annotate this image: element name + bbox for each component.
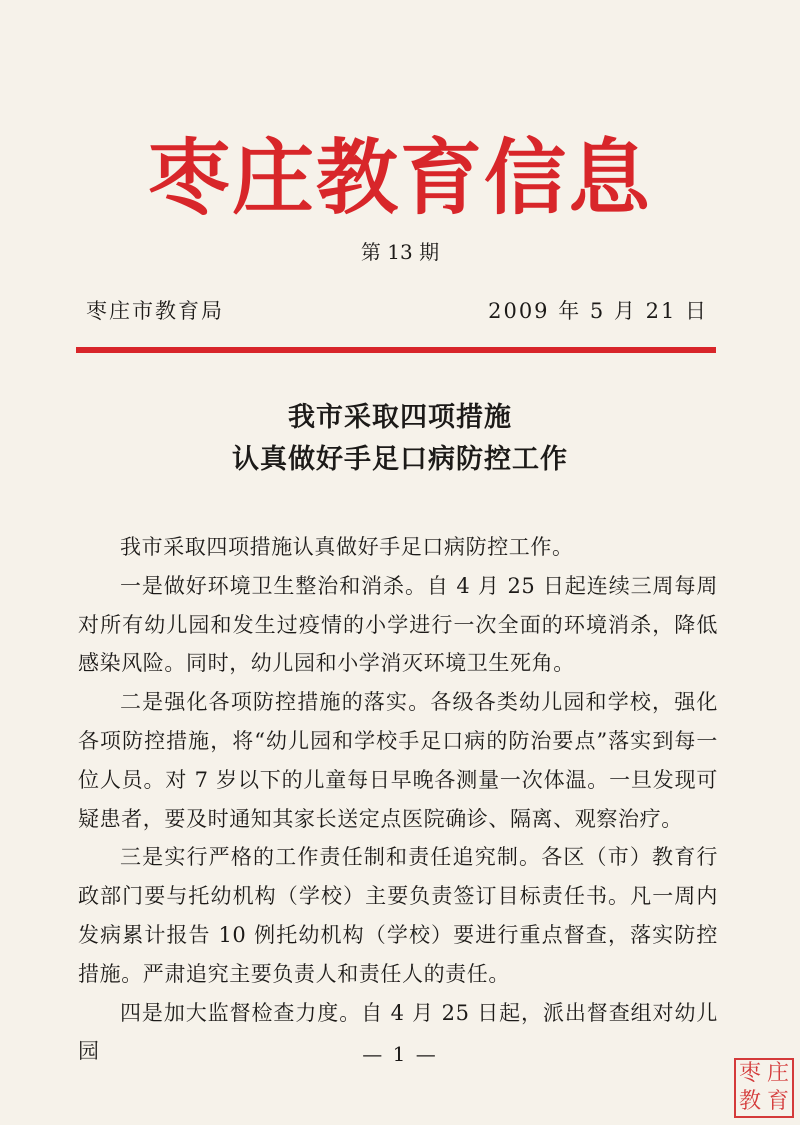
publish-date: 2009 年 5 月 21 日 bbox=[488, 299, 708, 323]
article-title-line-2: 认真做好手足口病防控工作 bbox=[232, 444, 568, 475]
article-body bbox=[78, 528, 718, 1071]
seal-char: 枣 bbox=[738, 1061, 761, 1086]
paragraph-intro: 我市采取四项措施认真做好手足口病防控工作。 bbox=[120, 535, 574, 559]
seal-char: 育 bbox=[766, 1089, 789, 1114]
header-divider bbox=[76, 347, 716, 353]
paragraph-measure-3: 三是实行严格的工作责任制和责任追究制。各区（市）教育行政部门要与托幼机构（学校）主要负责签订目标责任书。凡一周内发病累计报告 10 例托幼机构（学校）要进行重点督查，落实防控措施。严肃追究主要负责人和责任人的责任。 bbox=[78, 845, 718, 986]
paragraph-measure-1: 一是做好环境卫生整治和消杀。自 4 月 25 日起连续三周每周对所有幼儿园和发生过疫情的小学进行一次全面的环境消杀，降低感染风险。同时，幼儿园和小学消灭环境卫生死角。 bbox=[78, 573, 718, 676]
seal-char: 教 bbox=[738, 1089, 761, 1114]
masthead-title: 枣庄教育信息 bbox=[147, 130, 652, 226]
article-title-line-1: 我市采取四项措施 bbox=[288, 402, 512, 433]
paragraph-measure-2: 二是强化各项防控措施的落实。各级各类幼儿园和学校，强化各项防控措施，将“幼儿园和学校手足口病的防治要点”落实到每一位人员。对 7 岁以下的儿童每日早晚各测量一次体温。一旦发现可疑患者，要及时通知其家长送定点医院确诊、隔离、观察治疗。 bbox=[78, 690, 718, 831]
page-number: — 1 — bbox=[362, 1042, 438, 1066]
seal-char: 庄 bbox=[766, 1061, 789, 1086]
seal-stamp bbox=[734, 1058, 794, 1118]
publisher-name: 枣庄市教育局 bbox=[86, 299, 224, 323]
issue-number: 第 13 期 bbox=[360, 240, 440, 264]
paragraph-measure-4: 四是加大监督检查力度。自 4 月 25 日起，派出督查组对幼儿园 bbox=[78, 1000, 718, 1064]
